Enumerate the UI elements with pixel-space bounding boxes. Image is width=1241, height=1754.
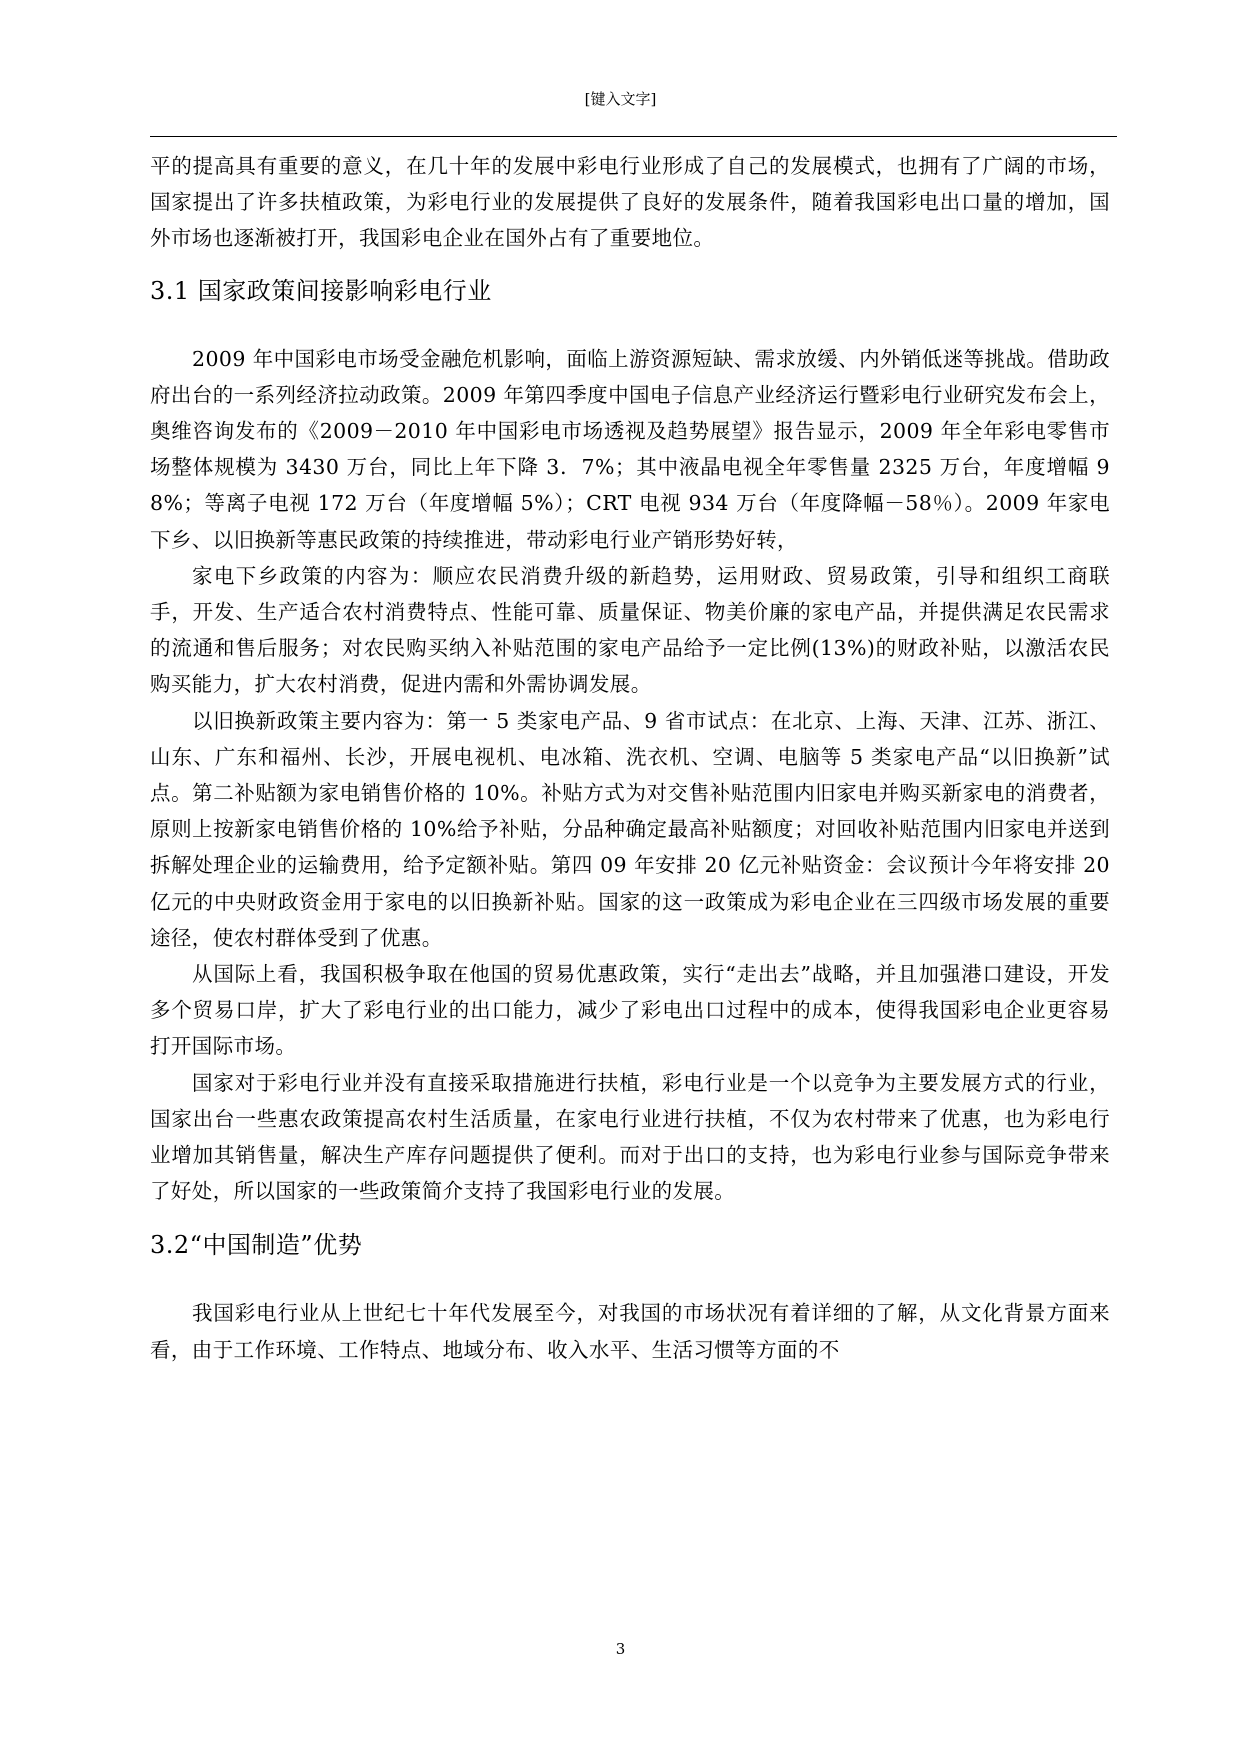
paragraph-trade-in-policy: 以旧换新政策主要内容为：第一 5 类家电产品、9 省市试点：在北京、上海、天津、江苏、浙江、山东、广东和福州、长沙，开展电视机、电冰箱、洗衣机、空调、电脑等 5 类家电产品“以旧换新”试点。第二补贴额为家电销售价格的 10%。补贴方式为对交售补贴范围内旧家电并购买新家电的消费者，原则上按新家电销售价格的 10%给予补贴，分品种确定最高补贴额度；对回收补贴范围内旧家电并送到拆解处理企业的运输费用，给予定额补贴。第四 09 年安排 20 亿元补贴资金：会议预计今年将安排 20 亿元的中央财政资金用于家电的以旧换新补贴。国家的这一政策成为彩电企业在三四级市场发展的重要途径，使农村群体受到了优惠。 — [150, 708, 1110, 950]
paragraph-made-in-china: 我国彩电行业从上世纪七十年代发展至今，对我国的市场状况有着详细的了解，从文化背景方面来看，由于工作环境、工作特点、地域分布、收入水平、生活习惯等方面的不 — [150, 1301, 1110, 1362]
body-content — [150, 148, 1110, 1368]
section-heading-3-2: 3.2“中国制造”优势 — [150, 1231, 363, 1260]
paragraph-international: 从国际上看，我国积极争取在他国的贸易优惠政策，实行“走出去”战略，并且加强港口建设，开发多个贸易口岸，扩大了彩电行业的出口能力，减少了彩电出口过程中的成本，使得我国彩电企业更容易打开国际市场。 — [150, 962, 1110, 1059]
header-divider — [150, 136, 1117, 137]
page-number: 3 — [615, 1640, 626, 1658]
paragraph-rural-policy: 家电下乡政策的内容为：顺应农民消费升级的新趋势，运用财政、贸易政策，引导和组织工商联手，开发、生产适合农村消费特点、性能可靠、质量保证、物美价廉的家电产品，并提供满足农民需求的流通和售后服务；对农民购买纳入补贴范围的家电产品给予一定比例(13%)的财政补贴，以激活农民购买能力，扩大农村消费，促进内需和外需协调发展。 — [150, 563, 1110, 697]
page-header-text: [键入文字] — [584, 90, 657, 108]
paragraph-intro: 平的提高具有重要的意义，在几十年的发展中彩电行业形成了自己的发展模式，也拥有了广阔的市场，国家提出了许多扶植政策，为彩电行业的发展提供了良好的发展条件，随着我国彩电出口量的增加，国外市场也逐渐被打开，我国彩电企业在国外占有了重要地位。 — [150, 154, 1110, 251]
section-heading-3-1: 3.1 国家政策间接影响彩电行业 — [150, 276, 492, 305]
paragraph-national-support: 国家对于彩电行业并没有直接采取措施进行扶植，彩电行业是一个以竞争为主要发展方式的行业，国家出台一些惠农政策提高农村生活质量，在家电行业进行扶植，不仅为农村带来了优惠，也为彩电行业增加其销售量，解决生产库存问题提供了便利。而对于出口的支持，也为彩电行业参与国际竞争带来了好处，所以国家的一些政策简介支持了我国彩电行业的发展。 — [150, 1070, 1110, 1204]
paragraph-market-2009: 2009 年中国彩电市场受金融危机影响，面临上游资源短缺、需求放缓、内外销低迷等挑战。借助政府出台的一系列经济拉动政策。2009 年第四季度中国电子信息产业经济运行暨彩电行业研究发布会上，奥维咨询发布的《2009－2010 年中国彩电市场透视及趋势展望》报告显示，2009 年全年彩电零售市场整体规模为 3430 万台，同比上年下降 3．7%；其中液晶电视全年零售量 2325 万台，年度增幅 98%；等离子电视 172 万台（年度增幅 5%）；CRT 电视 934 万台（年度降幅－58％）。2009 年家电下乡、以旧换新等惠民政策的持续推进，带动彩电行业产销形势好转， — [150, 346, 1110, 552]
